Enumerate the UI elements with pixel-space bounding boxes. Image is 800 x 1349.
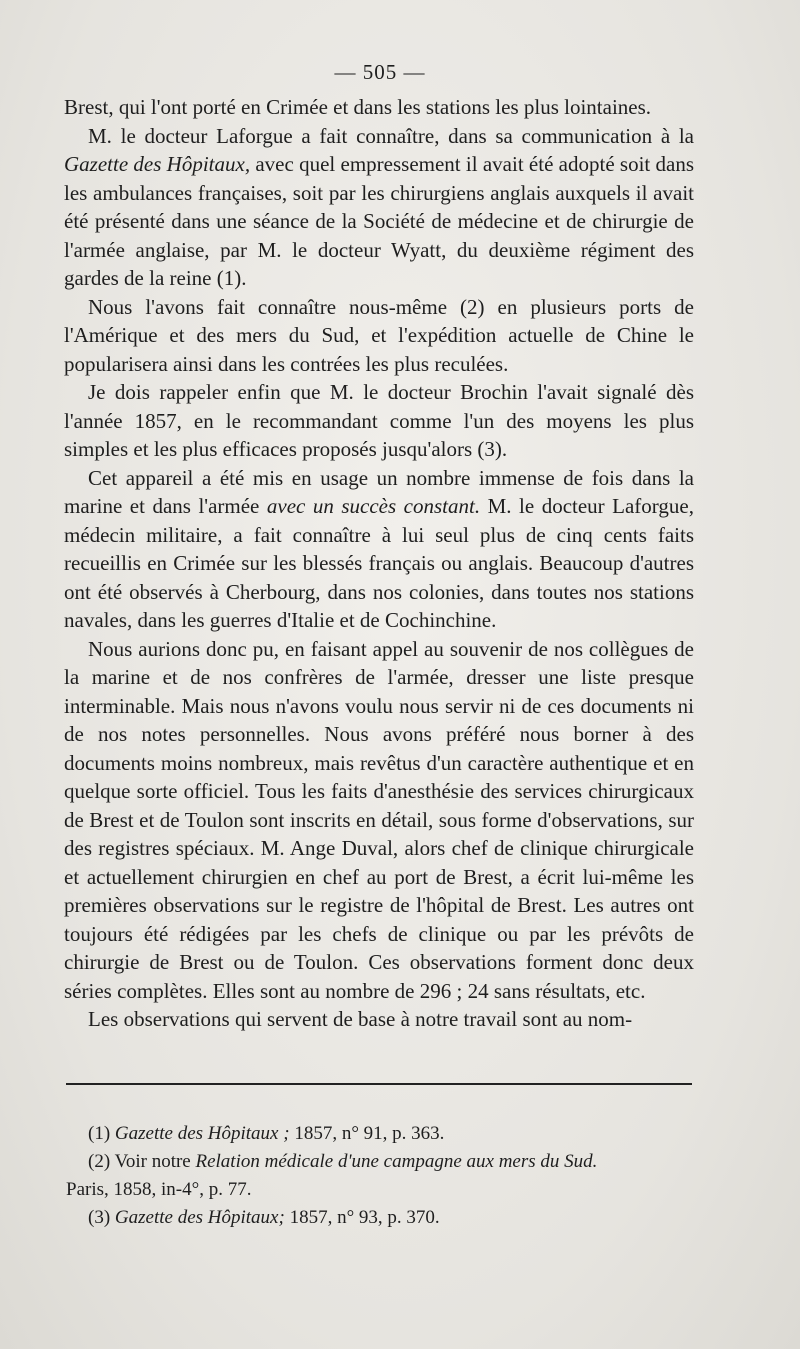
italic-emphasis: avec un succès constant. — [266, 494, 481, 518]
footnote-number: (2) — [88, 1151, 115, 1172]
footnote-title: Gazette des Hôpitaux; — [114, 1207, 285, 1228]
footnote-number: (3) — [88, 1207, 115, 1228]
footnote-number: (1) — [88, 1123, 115, 1144]
paragraph-continuation: Brest, qui l'ont porté en Crimée et dans les stations les plus lointaines. — [64, 95, 652, 119]
italic-journal-title: Gazette des Hôpitaux, — [64, 152, 251, 176]
footnote-text: 1857, n° 91, p. 363. — [289, 1123, 445, 1144]
paragraph-amerique: Nous l'avons fait connaître nous-même (2) en plusieurs ports de l'Amérique et des mers du Sud, et l'expédition actuelle de Chine le popularisera ainsi dans les contrées les plus reculées. — [64, 294, 694, 376]
text-run: M. le docteur Laforgue, médecin militaire, a fait connaître à lui seul plus de cinq cents faits recueillis en Crimée sur les blessés français ou anglais. Beaucoup d'autres ont été observés à Cherbourg, dans nos colonies, dans toutes nos stations navales, dans les guerres d'Italie et de Cochinchine. — [64, 494, 694, 632]
footnote-1 — [88, 1120, 692, 1148]
footnote-divider — [66, 1083, 692, 1085]
footnote-text: 1857, n° 93, p. 370. — [284, 1207, 440, 1228]
footnote-2 — [88, 1148, 692, 1176]
footnote-3 — [88, 1204, 692, 1232]
paragraph-appareil — [64, 464, 694, 635]
footnote-text: Voir notre — [114, 1151, 196, 1172]
footnote-title: Relation médicale d'une campagne aux mers du Sud. — [195, 1151, 598, 1172]
footnotes — [66, 1120, 692, 1232]
text-run: Cet appareil a été mis en usage un nombre immense de fois dans la marine et dans l'armée — [64, 465, 694, 518]
text-run: M. le docteur Laforgue a fait connaître, dans sa communication à la — [88, 123, 694, 148]
paragraph-brochin: Je dois rappeler enfin que M. le docteur Brochin l'avait signalé dès l'année 1857, en le recommandant comme l'un des moyens les plus simples et les plus efficaces proposés jusqu'alors (3). — [64, 380, 694, 461]
text-run: avec quel empressement il avait été adopté soit dans les ambulances françaises, soit par les chirurgiens anglais auxquels il avait été présenté dans une séance de la Société de médecine et de chirurgie de l'armée anglaise, par M. le docteur Wyatt, du deuxième régiment des gardes de la reine (1). — [64, 152, 695, 290]
footnote-2-continuation: Paris, 1858, in-4°, p. 77. — [66, 1179, 252, 1200]
paragraph-laforgue — [64, 122, 694, 293]
main-text — [64, 93, 694, 1034]
paragraph-observations: Nous aurions donc pu, en faisant appel au souvenir de nos collègues de la marine et de nos confrères de l'armée, dresser une liste presque interminable. Mais nous n'avons voulu nous servir ni de ces documents ni de nos notes personnelles. Nous avons préféré nous borner à des documents moins nombreux, mais revêtus d'un caractère authentique et en quelque sorte officiel. Tous les faits d'anesthésie des services chirurgicaux de Brest et de Toulon sont inscrits en détail, sous forme d'observations, sur des registres spéciaux. M. Ange Duval, alors chef de clinique chirurgicale et actuellement chirurgien en chef au port de Brest, a écrit lui-même les premières observations sur le registre de l'hôpital de Brest. Les autres ont toujours été rédigées par les chefs de clinique ou par les prévôts de chirurgie de Brest ou de Toulon. Ces observations forment donc deux séries complètes. Elles sont au nombre de 296 ; 24 sans résultats, etc. — [64, 636, 694, 1003]
footnote-title: Gazette des Hôpitaux ; — [114, 1123, 290, 1144]
page-number: — 505 — — [334, 60, 426, 84]
paragraph-final: Les observations qui servent de base à notre travail sont au nom- — [88, 1007, 633, 1031]
